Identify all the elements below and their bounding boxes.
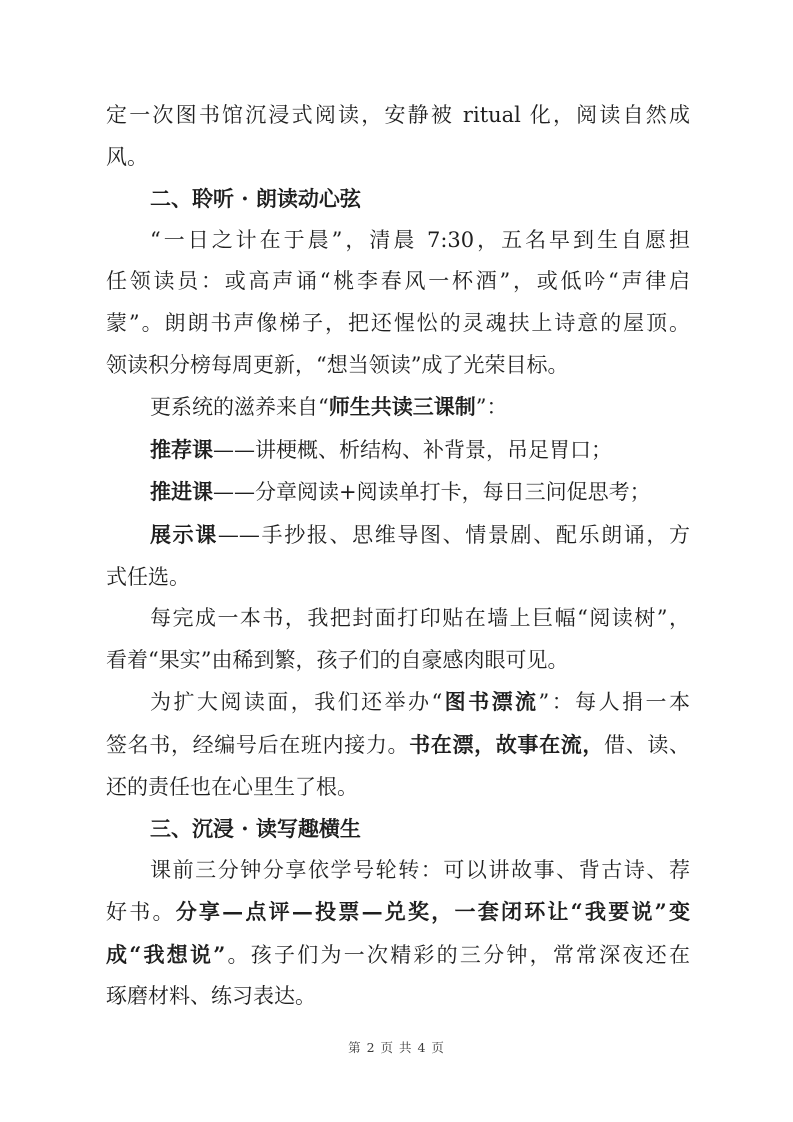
- page-number-text: 第 2 页 共 4 页: [348, 1040, 445, 1055]
- text-line: [106, 598, 690, 640]
- text-segment: ”：: [475, 395, 508, 420]
- text-line: [106, 429, 690, 472]
- text-segment: 领读积分榜每周更新，“想当领读”成了光荣目标。: [106, 352, 569, 377]
- text-segment: 借、读、: [604, 732, 691, 757]
- text-segment: 好书。: [106, 900, 176, 925]
- text-segment: 师生共读三课制: [328, 394, 476, 420]
- text-segment: 成“我想说”: [106, 941, 226, 967]
- heading-line: [106, 178, 690, 220]
- text-line: [106, 345, 690, 387]
- text-segment: 书在漂，故事在流，: [409, 731, 605, 757]
- text-segment: 看着“果实”由稀到繁，孩子们的自豪感肉眼可见。: [106, 647, 569, 672]
- text-line: [106, 850, 690, 892]
- heading-line: [106, 808, 690, 850]
- text-segment: ——分章阅读+阅读单打卡，每日三问促思考；: [213, 480, 651, 505]
- text-segment: 推进课: [150, 479, 213, 505]
- text-line: [106, 724, 690, 767]
- text-line: [106, 681, 690, 724]
- text-segment: 琢磨材料、练习表达。: [106, 984, 316, 1009]
- text-segment: 分享—点评—投票—兑奖，一套闭环让“我要说”变: [175, 899, 690, 925]
- text-line: [106, 934, 690, 977]
- text-line: [106, 640, 690, 682]
- text-line: [106, 137, 690, 179]
- text-segment: ”：每人捐一本: [538, 690, 690, 715]
- text-segment: 任领读员：或高声诵“桃李春风一杯酒”，或低吟“声律启: [106, 269, 690, 294]
- text-segment: 二、聆听 · 朗读动心弦: [150, 186, 361, 212]
- text-line: [106, 220, 690, 262]
- text-segment: 风。: [106, 144, 148, 169]
- text-segment: 签名书，经编号后在班内接力。: [106, 732, 410, 757]
- text-segment: 每完成一本书，我把封面打印贴在墙上巨幅“阅读树”，: [150, 606, 690, 631]
- text-segment: 课前三分钟分享依学号轮转：可以讲故事、背古诗、荐: [150, 857, 690, 882]
- text-segment: “一日之计在于晨”，清晨 7:30，五名早到生自愿担: [150, 227, 690, 252]
- text-line: [106, 386, 690, 429]
- text-segment: 式任选。: [106, 564, 190, 589]
- text-line: [106, 303, 690, 345]
- page-footer: [0, 1038, 793, 1056]
- text-line: [106, 471, 690, 514]
- text-segment: 蒙”。朗朗书声像梯子，把还惺忪的灵魂扶上诗意的屋顶。: [106, 310, 690, 335]
- text-line: [106, 891, 690, 934]
- text-segment: 图书漂流: [442, 689, 539, 715]
- text-line: [106, 95, 690, 137]
- text-segment: ——讲梗概、析结构、补背景，吊足胃口；: [213, 437, 612, 462]
- text-line: [106, 514, 690, 557]
- text-segment: 。孩子们为一次精彩的三分钟，常常深夜还在: [225, 942, 690, 967]
- text-line: [106, 557, 690, 599]
- document-body: [106, 95, 690, 1018]
- text-segment: 定一次图书馆沉浸式阅读，安静被 ritual 化，阅读自然成: [106, 103, 690, 127]
- text-segment: 还的责任也在心里生了根。: [106, 774, 358, 799]
- text-line: [106, 976, 690, 1018]
- text-segment: 三、沉浸 · 读写趣横生: [150, 816, 361, 842]
- text-segment: 更系统的滋养来自“: [150, 395, 329, 420]
- text-segment: 展示课: [150, 521, 218, 547]
- text-segment: 推荐课: [150, 436, 213, 462]
- text-segment: ——手抄报、思维导图、情景剧、配乐朗诵，方: [217, 522, 691, 547]
- text-segment: 为扩大阅读面，我们还举办“: [150, 690, 443, 715]
- text-line: [106, 261, 690, 303]
- text-line: [106, 767, 690, 809]
